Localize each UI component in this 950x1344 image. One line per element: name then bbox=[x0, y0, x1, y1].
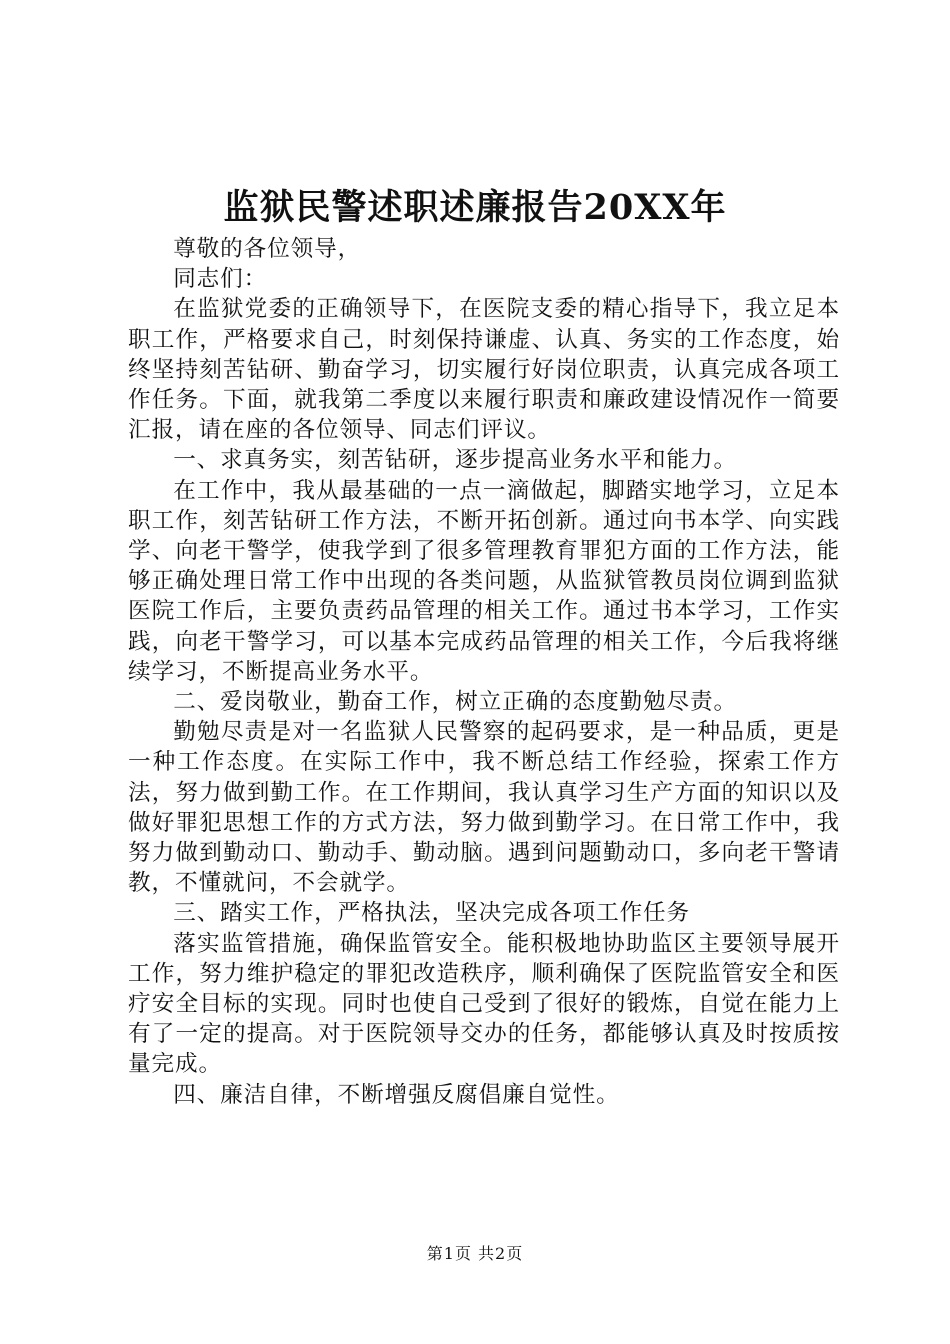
page-number-footer: 第1页 共2页 bbox=[426, 1244, 524, 1263]
section-heading-2: 二、爱岗敬业，勤奋工作，树立正确的态度勤勉尽责。 bbox=[173, 689, 738, 716]
section-heading-1: 一、求真务实，刻苦钻研，逐步提高业务水平和能力。 bbox=[173, 447, 738, 474]
salutation-leaders: 尊敬的各位领导， bbox=[173, 236, 362, 262]
salutation-comrades: 同志们： bbox=[173, 266, 268, 293]
section-heading-3: 三、踏实工作，严格执法，坚决完成各项工作任务 bbox=[173, 900, 691, 927]
document-title: 监狱民警述职述廉报告20XX年 bbox=[223, 187, 727, 228]
section-2-paragraph: 勤勉尽责是对一名监狱人民警察的起码要求，是一种品质，更是一种工作态度。在实际工作中，我不断总结工作经验，探索工作方法，努力做到勤工作。在工作期间，我认真学习生产方面的知识以及做好罪犯思想工作的方式方法，努力做到勤学习。在日常工作中，我努力做到勤动口、勤动手、勤动脑。遇到问题勤动口，多向老干警请教，不懂就问，不会就学。 bbox=[128, 719, 840, 897]
intro-paragraph: 在监狱党委的正确领导下，在医院支委的精心指导下，我立足本职工作，严格要求自己，时刻保持谦虚、认真、务实的工作态度，始终坚持刻苦钻研、勤奋学习，切实履行好岗位职责，认真完成各项工作任务。下面，就我第二季度以来履行职责和廉政建设情况作一简要汇报，请在座的各位领导、同志们评议。 bbox=[128, 296, 840, 444]
section-3-paragraph: 落实监管措施，确保监管安全。能积极地协助监区主要领导展开工作，努力维护稳定的罪犯改造秩序，顺利确保了医院监管安全和医疗安全目标的实现。同时也使自己受到了很好的锻炼，自觉在能力上有了一定的提高。对于医院领导交办的任务，都能够认真及时按质按量完成。 bbox=[128, 930, 840, 1078]
section-1-paragraph: 在工作中，我从最基础的一点一滴做起，脚踏实地学习，立足本职工作，刻苦钻研工作方法，不断开拓创新。通过向书本学、向实践学、向老干警学，使我学到了很多管理教育罪犯方面的工作方法，能够正确处理日常工作中出现的各类问题，从监狱管教员岗位调到监狱医院工作后，主要负责药品管理的相关工作。通过书本学习，工作实践，向老干警学习，可以基本完成药品管理的相关工作，今后我将继续学习，不断提高业务水平。 bbox=[128, 477, 840, 685]
document-body bbox=[128, 234, 840, 1110]
section-heading-4: 四、廉洁自律，不断增强反腐倡廉自觉性。 bbox=[173, 1081, 620, 1108]
